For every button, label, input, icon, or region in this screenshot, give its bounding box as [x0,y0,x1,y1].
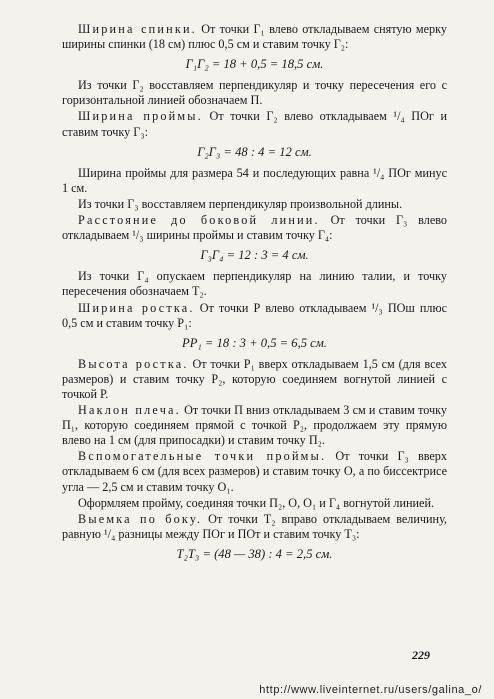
section-heading: Ширина проймы. [78,109,203,124]
section-heading: Ширина спинки. [78,22,197,36]
formula: РР₁ = 18 : 3 + 0,5 = 6,5 см. [182,335,327,350]
watermark-url: http://www.liveinternet.ru/users/galina_o/ [259,684,482,696]
paragraph [62,301,447,331]
section-heading: Наклон плеча. [78,403,181,418]
paragraph [62,357,447,402]
paragraph [62,496,447,511]
paragraph-text: От точки П вниз откладываем 3 см и ставим точку П₁, которую соединяем прямой с точкой Р₂, продолжаем эту прямую влево на 1 см (для припосадки) и ставим точку П₂. [62,403,447,448]
paragraph [62,512,447,542]
section-heading: Высота ростка. [78,356,189,371]
page-number: 229 [412,648,430,662]
paragraph-text: От точки Р₁ вверх откладываем 1,5 см (для всех размеров) и ставим точку Р₂, которую соединяем вогнутой линией с точкой Р. [62,356,447,401]
page-body [62,22,447,568]
paragraph [62,109,447,139]
paragraph-text: Из точки Г₂ восставляем перпендикуляр и точку пересечения его с горизонтальной линией обозначаем П. [62,78,447,108]
paragraph-text: От точки Р влево откладываем ¹/₃ ПОш плюс 0,5 см и ставим точку Р₁: [62,300,447,330]
paragraph [62,197,447,212]
formula: Г₂Г₃ = 48 : 4 = 12 см. [197,144,312,159]
paragraph [62,449,447,494]
formula: Т₂Т₃ = (48 — 38) : 4 = 2,5 см. [176,546,333,561]
paragraph [62,269,447,299]
paragraph-text: От точки Г₁ влево откладываем снятую мерку ширины спинки (18 см) плюс 0,5 см и ставим точку Г₂: [62,22,447,52]
paragraph-text: От точки Г₃ вверх откладываем 6 см (для всех размеров) и ставим точку О, а по биссектрисе угла — 2,5 см и ставим точку О₁. [62,449,447,494]
paragraph-text: Из точки Г₃ восставляем перпендикуляр произвольной длины. [78,196,403,211]
section-heading: Расстояние до боковой линии. [78,213,320,228]
formula: Г₁Г₂ = 18 + 0,5 = 18,5 см. [185,57,324,72]
paragraph-text: От точки Г₂ влево откладываем ¹/₄ ПОг и ставим точку Г₃: [62,109,447,139]
section-heading: Вспомогательные точки проймы. [78,449,327,464]
paragraph [62,213,447,243]
paragraph [62,22,447,52]
paragraph-text: Из точки Г₄ опускаем перпендикуляр на линию талии, и точку пересечения обозначаем Т₂. [62,269,447,299]
formula: Г₃Г₄ = 12 : 3 = 4 см. [200,248,309,263]
paragraph-text: Оформляем пройму, соединяя точки П₂, О, О₁ и Г₄ вогнутой линией. [78,495,435,510]
paragraph-text: Ширина проймы для размера 54 и последующих равна ¹/₄ ПОг минус 1 см. [62,165,447,195]
paragraph-text: От точки Г₃ влево откладываем ¹/₃ ширины проймы и ставим точку Г₄: [62,213,447,243]
paragraph [62,166,447,196]
paragraph-text: От точки Т₂ вправо откладываем величину, равную ¹/₄ разницы между ПОг и ПОт и ставим точку Т₃: [62,511,447,541]
paragraph [62,403,447,448]
paragraph [62,78,447,108]
section-heading: Ширина ростка. [78,300,195,315]
section-heading: Выемка по боку. [78,511,203,526]
